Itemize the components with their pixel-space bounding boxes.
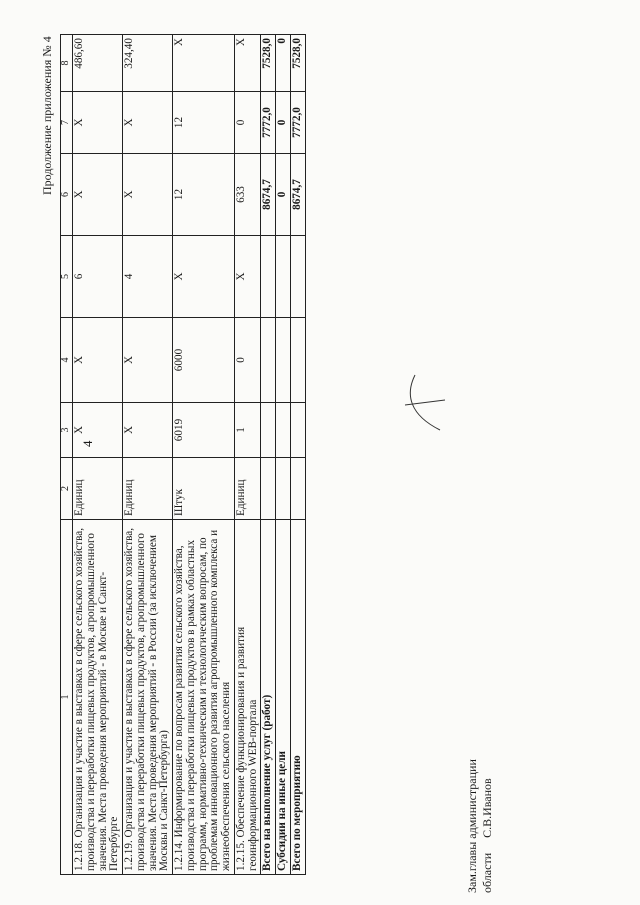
table-cell: 6 bbox=[61, 154, 73, 236]
table-cell: 8674,7 bbox=[290, 154, 305, 236]
table-cell: 7 bbox=[61, 92, 73, 154]
table-cell: 0 bbox=[234, 92, 261, 154]
table-cell bbox=[290, 236, 305, 318]
table-cell: Х bbox=[123, 154, 173, 236]
table-cell: 4 bbox=[61, 318, 73, 403]
table-cell bbox=[290, 403, 305, 458]
table-row bbox=[73, 35, 123, 875]
table-cell: Х bbox=[73, 403, 123, 458]
table-row bbox=[234, 35, 261, 875]
table-cell: 324,40 bbox=[123, 35, 173, 92]
table-cell: 1.2.18. Организация и участие в выставках в сфере сельского хозяйства, производства и переработки пищевых продуктов, агропромышленного значения. Места проведения мероприятий - в Москве и Санкт-Петербурге bbox=[73, 520, 123, 875]
table-cell: 4 bbox=[123, 236, 173, 318]
table-cell: Единиц bbox=[73, 458, 123, 520]
table-cell: 2 bbox=[61, 458, 73, 520]
table-cell: 8 bbox=[61, 35, 73, 92]
table-cell: 6000 bbox=[173, 318, 235, 403]
table-cell: Единиц bbox=[234, 458, 261, 520]
table-cell: Х bbox=[173, 236, 235, 318]
signature-name: области С.В.Иванов bbox=[480, 778, 494, 893]
table-cell: 7772,0 bbox=[290, 92, 305, 154]
table-cell: Х bbox=[234, 236, 261, 318]
table-cell bbox=[261, 318, 276, 403]
table-cell bbox=[276, 403, 291, 458]
table-cell: 1.2.15. Обеспечение функционирования и развития геоинформационного WEB-портала bbox=[234, 520, 261, 875]
table-cell: 7772,0 bbox=[261, 92, 276, 154]
table-cell bbox=[290, 458, 305, 520]
table-cell bbox=[261, 403, 276, 458]
table-cell: 7528,0 bbox=[261, 35, 276, 92]
table-cell: 633 bbox=[234, 154, 261, 236]
table-cell: 12 bbox=[173, 154, 235, 236]
handwritten-mark bbox=[400, 365, 450, 435]
table-cell: 3 bbox=[61, 403, 73, 458]
table-cell: 1.2.14. Информирование по вопросам развития сельского хозяйства, производства и переработки пищевых продуктов в рамках областных программ, нормативно-техническим и технологическим вопросам, по проблемам инновационного развития агропромышленного комплекса и жизнеобеспечения сельского населения bbox=[173, 520, 235, 875]
total-row bbox=[261, 35, 276, 875]
table-cell: Всего на выполнение услуг (работ) bbox=[261, 520, 276, 875]
table-cell bbox=[276, 458, 291, 520]
table-cell: 6019 bbox=[173, 403, 235, 458]
table-cell: 0 bbox=[276, 92, 291, 154]
table-cell: 0 bbox=[276, 154, 291, 236]
table-row bbox=[173, 35, 235, 875]
table-cell: 5 bbox=[61, 236, 73, 318]
table-cell bbox=[261, 458, 276, 520]
table-cell: 12 bbox=[173, 92, 235, 154]
table-cell: 8674,7 bbox=[261, 154, 276, 236]
table-cell: Х bbox=[73, 318, 123, 403]
data-table bbox=[60, 34, 306, 875]
table-cell: Х bbox=[234, 35, 261, 92]
signature-title: Зам.главы администрации bbox=[465, 759, 479, 893]
table-cell: Х bbox=[123, 318, 173, 403]
table-cell: Единиц bbox=[123, 458, 173, 520]
table-cell: 7528,0 bbox=[290, 35, 305, 92]
continuation-title: Продолжение приложения № 4 bbox=[40, 36, 54, 195]
table-cell: Х bbox=[73, 154, 123, 236]
table-row bbox=[123, 35, 173, 875]
table-cell: 6 bbox=[73, 236, 123, 318]
table-cell: 0 bbox=[234, 318, 261, 403]
table-cell: Всего по мероприятию bbox=[290, 520, 305, 875]
table-cell bbox=[261, 236, 276, 318]
total-row bbox=[290, 35, 305, 875]
page-number: 4 bbox=[80, 440, 95, 447]
table-header-row bbox=[61, 35, 73, 875]
table-cell: 1.2.19. Организация и участие в выставках в сфере сельского хозяйства, производства и переработки пищевых продуктов, агропромышленного значения. Места проведения мероприятий - в России (за исключением Москвы и Санкт-Петербурга) bbox=[123, 520, 173, 875]
table-cell: Х bbox=[123, 92, 173, 154]
table-cell: Штук bbox=[173, 458, 235, 520]
table-cell: Субсидии на иные цели bbox=[276, 520, 291, 875]
table-cell: 486,60 bbox=[73, 35, 123, 92]
table-cell: Х bbox=[73, 92, 123, 154]
table-cell bbox=[290, 318, 305, 403]
signature-block bbox=[465, 693, 495, 893]
table-cell: 0 bbox=[276, 35, 291, 92]
table-cell bbox=[276, 236, 291, 318]
table-cell: Х bbox=[173, 35, 235, 92]
total-row bbox=[276, 35, 291, 875]
table-cell: 1 bbox=[234, 403, 261, 458]
table-cell bbox=[276, 318, 291, 403]
table-cell: 1 bbox=[61, 520, 73, 875]
table-cell: Х bbox=[123, 403, 173, 458]
